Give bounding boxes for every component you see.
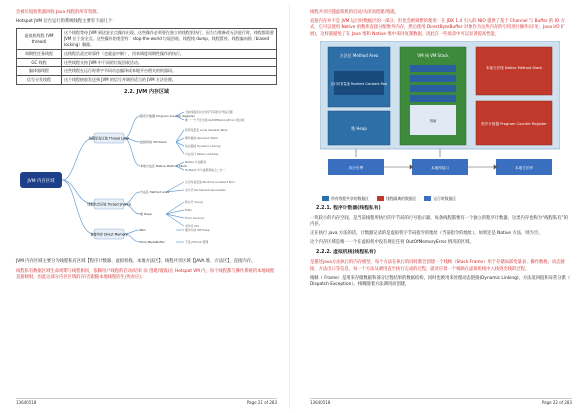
right-paragraph: 正在执行 java 方法的话，计数器记录的是虚拟机字节码指令的地址（当前指令的地址）。如果还是 Native 方法，则为空。 <box>310 230 543 236</box>
system-threads-table <box>16 28 277 85</box>
stack-frame <box>410 65 456 72</box>
footer-id: 13640518 <box>310 400 331 405</box>
heap-label: 堆 Heap <box>351 125 367 131</box>
legend-item: 线程隔离的数据区 <box>385 196 417 202</box>
diagram-legend <box>322 196 572 202</box>
mind-node: 堆 Heap <box>140 212 152 217</box>
mind-branch-thread-shared: 线程共享区域 Thread Shared <box>87 202 131 207</box>
mind-branch-direct-memory: 直接内存 Direct Memory <box>90 232 128 237</box>
jvm-runtime-diagram <box>320 41 560 187</box>
stack-frame <box>410 75 456 82</box>
left-intro: Hotspot JVM 后台运行的系统线程主要有下面几个： <box>16 19 117 25</box>
mind-leaf: 唯一一个不会出现 OutOfMemoryError 的区域 <box>185 118 244 123</box>
page-number: Page 21 of 283 <box>246 400 277 405</box>
pc-register-label: 程序计数器 Program Counter Register <box>481 121 547 126</box>
mind-leaf: 方法出口 Return Address <box>185 152 219 157</box>
vm-stack-label: VM 栈 VM Stack <box>417 52 449 58</box>
mind-leaf: 不受 JVM GC 管理 <box>185 240 209 245</box>
native-library-label: 本地方法库 <box>515 165 533 170</box>
mind-leaf: Eden <box>185 208 193 213</box>
right-footer <box>310 398 572 407</box>
mind-node: 方法区 Method Area <box>140 190 170 195</box>
mind-leaf: 堆外内存 Off-Heap <box>185 228 210 233</box>
mind-branch-thread-local: 线程私有区域 Thread Local <box>88 136 130 141</box>
frame-label: 栈帧 <box>429 118 437 123</box>
table-row: 信号分发线程 这个线程接收发送到 JVM 的信号并调用适当的 JVM 方法处理。 <box>17 76 277 85</box>
table-row: GC 线程 这些线程支持 JVM 中不同的垃圾回收活动。 <box>17 58 277 67</box>
mind-leaf: HotSpot 中与虚拟机栈合二为一 <box>185 168 226 173</box>
table-row: 编译器线程 这些线程在运行时将字节码动态编译成本地平台相关的机器码。 <box>17 67 277 76</box>
legend-swatch <box>424 196 431 201</box>
method-area-label: 方法区 Method Area <box>339 52 379 58</box>
mind-leaf: 老年代 Old <box>185 224 200 229</box>
right-top-text: 线程共享区随虚拟机的启动/关闭而创建/销毁。 <box>310 10 399 15</box>
right-paragraph: 一块较小的内存空间，是当前线程所执行的字节码的行号指示器，每条线程都要有一个独立的程序计数器，这类内存也称为“线程私有”的内存。 <box>310 215 568 227</box>
mind-node: 程序计数器 Program Counter Register <box>140 114 195 119</box>
jvm-mind-map <box>16 102 278 252</box>
subsection-title-pc: 2.2.1. 程序计数器(线程私有) <box>316 205 381 211</box>
left-footer <box>16 398 277 407</box>
mind-node: NIO <box>140 228 146 233</box>
legend-swatch <box>322 196 329 201</box>
legend-swatch <box>377 196 384 201</box>
native-stack-label: 本地方法栈 Native Method Stack <box>485 65 543 70</box>
left-paragraph: JVM 内存区域主要分为线程私有区域【程序计数器、虚拟机栈、本地方法区】、线程共享区域【JAVA 堆、方法区】、直接内存。 <box>16 259 256 265</box>
mind-node: 本地方法区 Native Method Stack <box>140 164 188 169</box>
section-title: 2.2. JVM 内存区域 <box>124 89 169 96</box>
mind-leaf: 当前线程所执行的字节码的行号指示器 <box>185 110 233 115</box>
mind-leaf: From Survivor <box>185 216 205 221</box>
left-page <box>4 4 290 409</box>
mind-node: 虚拟机栈 VM Stack <box>140 140 167 145</box>
native-interface-label: 本地库接口 <box>431 165 449 170</box>
stack-frame <box>410 95 456 102</box>
subsection-title-vm: 2.2.2. 虚拟机栈(线程私有) <box>316 250 376 256</box>
right-paragraph: 栈帧（ Frame）是用来存储数据和部分过程结果的数据结构，同时也被用来处理动态链接(Dynamic Linking)、方法返回值和异常分派（ Dispatch Exception）。栈帧随着方法调用而创建， <box>310 275 571 288</box>
runtime-pool-label: 运行时常量池 Runtime Constant Pool <box>330 81 388 86</box>
mind-root: JVM 内存区域 <box>27 179 55 185</box>
right-page <box>298 4 584 409</box>
mind-leaf: 运行时常量池 Runtime Constant Pool <box>185 180 235 185</box>
mind-leaf: 永久代 Permanent Generation <box>185 188 226 193</box>
mind-leaf: 新生代 Young <box>185 200 203 205</box>
mind-leaf: Native 方法服务 <box>185 160 207 165</box>
native-stack-box <box>476 47 552 95</box>
page-number: Page 22 of 283 <box>541 400 572 405</box>
table-row: 虚拟机线程 (VM thread) 这个线程等待 JVM 到达安全点操作出现。这些操作必须要在独立的线程里执行，因为当堆修改无法进行时，线程都需要 JVM 位于安全点。这些操作的类型有：stop-the-world 垃圾回收、线程栈 dump、线程暂停、线程偏向锁（biased locking）解除。 <box>17 29 277 49</box>
stack-frame <box>410 85 456 92</box>
right-paragraph: 这个内存区域是唯一一个在虚拟机中没有规定任何 OutOfMemoryError 情况的区域。 <box>310 240 474 246</box>
right-paragraph-red: 是描述java方法执行的内存模型，每个方法在执行的同时都会创建一个栈帧（Stack Frame）用于存储局部变量表、操作数栈、动态链接、方法出口等信息。每一个方法从调用直至执行完成的过程，就对应着一个栈帧在虚拟机栈中入栈到出栈的过程。 <box>310 260 565 272</box>
legend-item: 运行时数据区 <box>433 196 457 202</box>
legend-item: 所有线程共享的数据区 <box>331 196 369 202</box>
mind-leaf: 动态链接 Dynamic Linking <box>185 144 221 149</box>
table-row: 周期性任务线程 这线程负责定时事件（也就是中断），用来调度周期性操作的执行。 <box>17 49 277 58</box>
mind-leaf: 局部变量表 Local Variable Table <box>185 128 228 133</box>
left-paragraph-red: 线程私有数据区域生命周期与线程相同，依赖用户线程的启动/结束 而 创建/销毁(在 Hotspot VM 内，每个线程都与操作系统的本地线程直接映射，因此这部分内存区域的存/否跟随本地线程的生/死对应)。 <box>16 268 275 280</box>
exec-engine-label: 执行引擎 <box>348 165 364 170</box>
footer-id: 13640518 <box>16 400 37 405</box>
left-top-text: 会被垃圾收集器回收 Java 线程的所有资源。 <box>16 10 101 15</box>
right-paragraph-red: 直接内存并不是 JVM 运行时数据区的一部分，但也会被频繁的使用：在 JDK 1.4 引入的 NIO 提供了基于 Channel 与 Buffer 的 IO 方式，它可以使用 Native 函数库直接分配堆外内存，然后使用 DirectByteBuffer 对象作为这块内存的引用进行操作(详见：Java I/O 扩展)，这样就避免了在 Java 堆和 Native 堆中来回复制数据，因此在一些场景中可以显著提高性能。 <box>310 19 566 37</box>
mind-node: DirectByteBuffer <box>140 240 165 245</box>
mind-leaf: 操作数栈 Operand Stack <box>185 136 218 141</box>
